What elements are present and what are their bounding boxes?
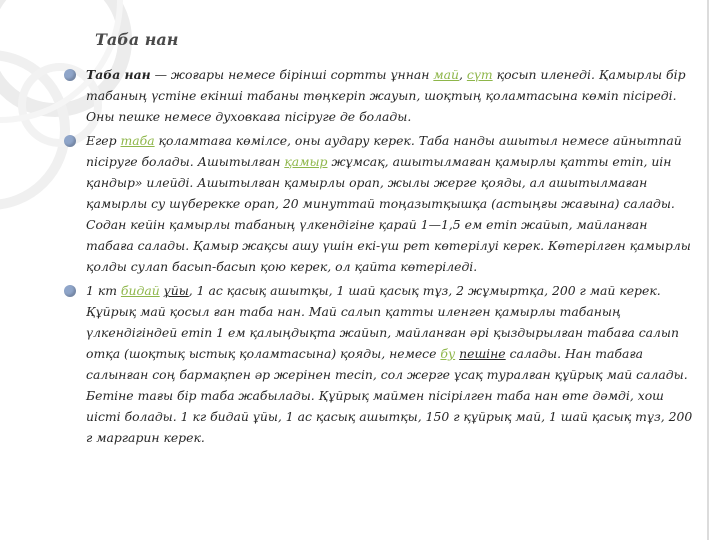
link-may[interactable]: май [433,67,459,82]
paragraph-text: , [458,67,467,82]
paragraph-text: салады. Нан табаға салынған соң бармақпен әр жерінен тесіп, сол жерге ұсақ туралған құйрық май салады. Бетіне тағы бір таба жабылады. Құйрық маймен пісірілген таба нан өте дәмді, хош иісті болады. 1 кг бидай ұйы, 1 ас қасық ашытқы, 150 г құйрық май, 1 шай қасық тұз, 200 г маргарин керек. [86,346,693,445]
paragraph-text: 1 кт [86,283,121,298]
paragraph-text: жұмсақ, ашытылмаған қамырлы қатты етіп, иін қандыр» илейді. Ашытылған қамырлы орап, жылы жерге қояды, ал ашытылмаған қамырлы су шүберекке орап, 20 минуттай тоңазытқышқа (астыңғы жағына) салады. Содан кейін қамырлы табаның үлкендігіне қарай 1—1,5 ем етіп жайып, майланған табаға салады. Қамыр жақсы ашу үшін екі-үш рет көтерілуі керек. Көтерілген қамырлы қолды сулап басып-басып қою керек, ол қайта көтеріледі. [86,154,691,274]
link-bu[interactable]: бу [440,346,456,361]
slide-content [64,64,696,451]
bullet-icon [64,69,76,81]
bullet-icon [64,285,76,297]
link-uiy[interactable]: ұйы [163,283,189,298]
link-qamyr[interactable]: қамыр [284,154,328,169]
paragraph-text: қоламтаға көмілсе, оны аудару керек. Таба нанды ашытыл немесе айнытпай пісіруге болады. Ашытылған [86,133,682,169]
deco-circle-left [0,55,65,205]
paragraph-text: Егер [86,133,121,148]
paragraph-text: — жоғары немесе бірінші сортты ұннан [150,67,434,82]
paragraph-2 [64,130,696,277]
bullet-icon [64,135,76,147]
link-sut[interactable]: сүт [466,67,493,82]
term-label: Таба нан [86,67,151,82]
paragraph-1 [64,64,696,127]
link-bidai[interactable]: бидай [120,283,160,298]
paragraph-text: , 1 ас қасық ашытқы, 1 шай қасық тұз, 2 жұмыртқа, 200 г май керек. Құйрық май қосыл ған таба нан. Май салып қатты иленген қамырлы табаның үлкендігіндей етіп 1 ем қалыңдықта жайып, майланған әрі қыздырылған табаға салып отқа (шоқтық ыстық қоламтасына) қояды, немесе [86,283,679,361]
slide-title: Таба нан [95,30,179,49]
link-taba[interactable]: таба [120,133,155,148]
paragraph-text: қосып иленеді. Қамырлы бір табаның үстіне екінші табаны төңкеріп жауып, шоқтың қоламтасына көміп пісіреді. Оны пешке немесе духовкаға пісіруге де болады. [86,67,686,124]
link-peshine[interactable]: пешіне [459,346,506,361]
paragraph-3 [64,280,696,448]
